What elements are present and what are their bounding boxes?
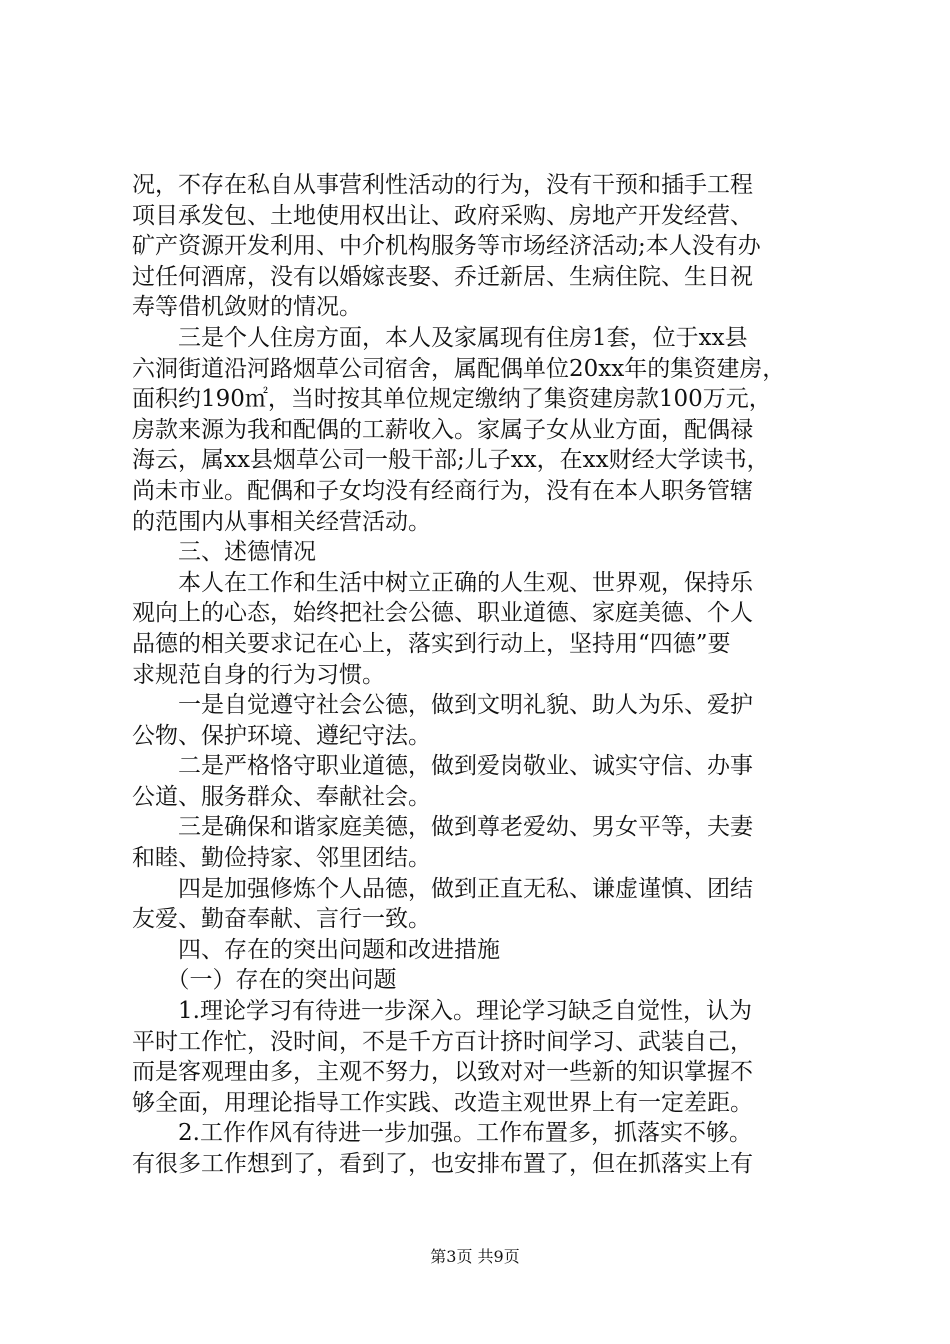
text-line: 平时工作忙，没时间，不是千方百计挤时间学习、武装自己， [132, 1028, 753, 1055]
text-line: 面积约190㎡，当时按其单位规定缴纳了集资建房款100万元， [132, 386, 772, 413]
text-line: 三是确保和谐家庭美德，做到尊老爱幼、男女平等，夫妻 [132, 814, 753, 841]
text-line: （一）存在的突出问题 [132, 967, 397, 994]
text-line: 的范围内从事相关经营活动。 [132, 508, 431, 535]
text-line: 和睦、勤俭持家、邻里团结。 [132, 845, 431, 872]
text-line: 公物、保护环境、遵纪守法。 [132, 722, 431, 749]
text-line: 海云，属xx县烟草公司一般干部;儿子xx，在xx财经大学读书， [132, 447, 770, 474]
text-line: 二是严格恪守职业道德，做到爱岗敬业、诚实守信、办事 [132, 753, 753, 780]
text-line: 品德的相关要求记在心上，落实到行动上，坚持用“四德”要 [132, 630, 731, 657]
text-line: 况，不存在私自从事营利性活动的行为，没有干预和插手工程 [132, 172, 753, 198]
body-text [132, 170, 832, 1180]
text-line: 过任何酒席，没有以婚嫁丧娶、乔迁新居、生病住院、生日祝 [132, 263, 753, 290]
text-line: 尚未市业。配偶和子女均没有经商行为，没有在本人职务管辖 [132, 477, 753, 504]
text-line: 够全面，用理论指导工作实践、改造主观世界上有一定差距。 [132, 1089, 753, 1116]
text-line: 有很多工作想到了，看到了，也安排布置了，但在抓落实上有 [132, 1151, 753, 1177]
text-line: 本人在工作和生活中树立正确的人生观、世界观，保持乐 [132, 569, 753, 596]
text-line: 矿产资源开发利用、中介机构服务等市场经济活动;本人没有办 [132, 233, 761, 260]
text-line: 六洞街道沿河路烟草公司宿舍，属配偶单位20xx年的集资建房， [132, 355, 786, 382]
text-line: 一是自觉遵守社会公德，做到文明礼貌、助人为乐、爱护 [132, 692, 753, 719]
text-line: 1.理论学习有待进一步深入。理论学习缺乏自觉性，认为 [132, 998, 752, 1025]
page-footer: 第3页 共9页 [430, 1247, 520, 1266]
text-line: 房款来源为我和配偶的工薪收入。家属子女从业方面，配偶禄 [132, 416, 753, 443]
text-line: 四是加强修炼个人品德，做到正直无私、谦虚谨慎、团结 [132, 875, 753, 902]
text-line: 项目承发包、土地使用权出让、政府采购、房地产开发经营、 [132, 202, 753, 229]
text-line: 求规范自身的行为习惯。 [132, 661, 385, 688]
text-line: 友爱、勤奋奉献、言行一致。 [132, 906, 431, 933]
text-line: 公道、服务群众、奉献社会。 [132, 783, 431, 810]
text-line: 四、存在的突出问题和改进措施 [132, 936, 500, 963]
text-line: 2.工作作风有待进一步加强。工作布置多，抓落实不够。 [132, 1120, 752, 1147]
text-line: 观向上的心态，始终把社会公德、职业道德、家庭美德、个人 [132, 600, 753, 627]
text-line: 寿等借机敛财的情况。 [132, 294, 362, 321]
text-line: 三是个人住房方面，本人及家属现有住房1套，位于xx县 [132, 324, 748, 351]
text-line: 而是客观理由多，主观不努力，以致对对一些新的知识掌握不 [132, 1059, 753, 1086]
text-line: 三、述德情况 [132, 539, 316, 566]
